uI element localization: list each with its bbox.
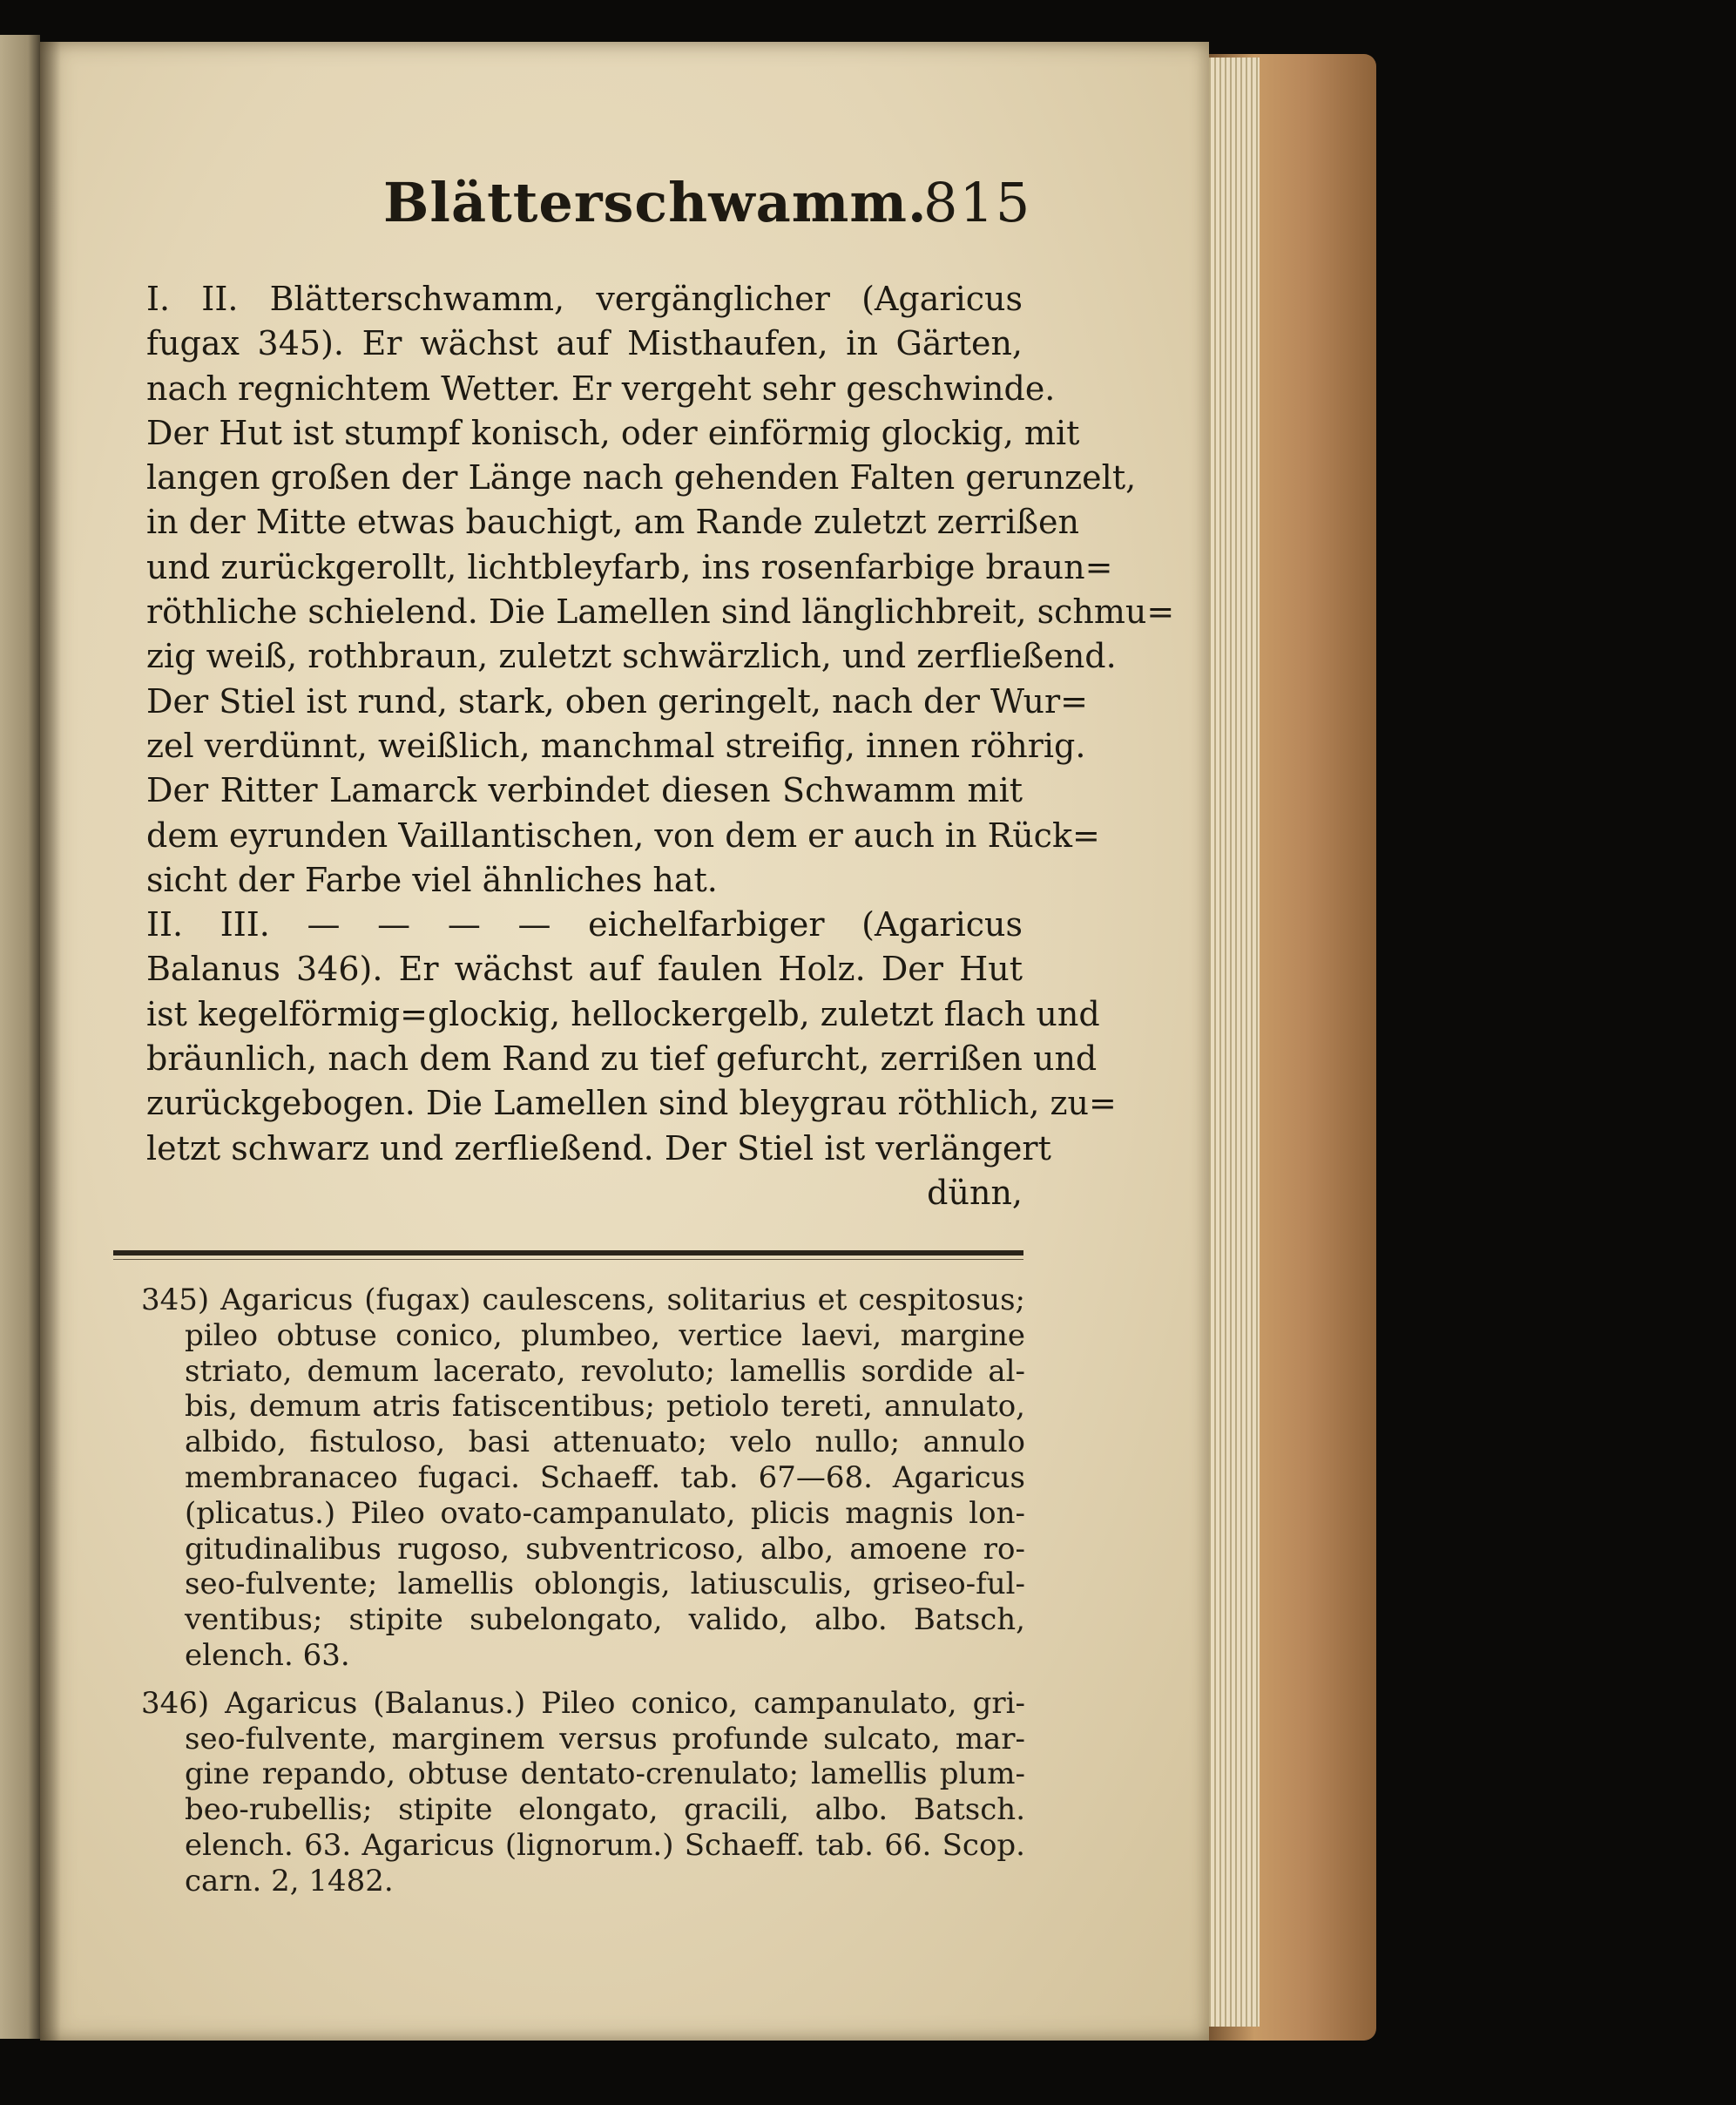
text-line: zel verdünnt, weißlich, manchmal streifig, innen röhrig.: [146, 726, 1086, 765]
footnote-346-line: 346) Agaricus (Balanus.) Pileo conico, campanulato, gri-: [141, 1685, 1025, 1721]
text-line: ist kegelförmig=glockig, hellockergelb, zuletzt flach und: [146, 994, 1100, 1033]
page-number: 815: [923, 171, 1032, 234]
text-line: und zurückgerollt, lichtbleyfarb, ins rosenfarbige braun=: [146, 547, 1113, 586]
footnote-345-line: gitudinalibus rugoso, subventricoso, albo, amoene ro-: [185, 1531, 1025, 1567]
text-line: bräunlich, nach dem Rand zu tief gefurcht, zerrißen und: [146, 1039, 1098, 1079]
footnote-345-line: striato, demum lacerato, revoluto; lamellis sordide al-: [185, 1353, 1025, 1389]
text-line: Der Hut ist stumpf konisch, oder einförmig glockig, mit: [146, 413, 1080, 452]
facing-page-edge: [0, 35, 40, 2039]
text-line: Der Ritter Lamarck verbindet diesen Schwamm mit: [146, 771, 1023, 810]
footnote-345-line: albido, fistuloso, basi attenuato; velo nullo; annulo: [185, 1425, 1025, 1460]
footnote-rule: [113, 1250, 1023, 1256]
footnote-345-line: membranaceo fugaci. Schaeff. tab. 67—68. Agaricus: [185, 1459, 1025, 1495]
text-line: II. III. — — — — eichelfarbiger (Agaricus: [146, 905, 1023, 944]
footnote-345-line: pileo obtuse conico, plumbeo, vertice laevi, margine: [185, 1317, 1025, 1353]
running-head-title: Blätterschwamm.: [383, 171, 928, 234]
text-line: langen großen der Länge nach gehenden Falten gerunzelt,: [146, 458, 1137, 497]
text-line: zurückgebogen. Die Lamellen sind bleygrau röthlich, zu=: [146, 1084, 1117, 1123]
footnote-345-line: seo-fulvente; lamellis oblongis, latiusculis, griseo-ful-: [185, 1567, 1025, 1602]
text-line: in der Mitte etwas bauchigt, am Rande zuletzt zerrißen: [146, 503, 1079, 542]
page-edges: [1200, 58, 1260, 2027]
main-text-block: [146, 277, 1175, 1215]
footnote-346-line: elench. 63. Agaricus (lignorum.) Schaeff. tab. 66. Scop.: [185, 1827, 1025, 1863]
text-line: dem eyrunden Vaillantischen, von dem er auch in Rück=: [146, 816, 1100, 855]
footnote-345-line: bis, demum atris fatiscentibus; petiolo tereti, annulato,: [185, 1389, 1025, 1425]
text-line: sicht der Farbe viel ähnliches hat.: [146, 860, 718, 899]
catchword: dünn,: [927, 1173, 1023, 1212]
page-gutter-shadow: [40, 42, 61, 2041]
footnote-345-line: 345) Agaricus (fugax) caulescens, solitarius et cespitosus;: [141, 1283, 1025, 1317]
footnote-rule-thin: [113, 1259, 1023, 1260]
footnote-346-line: carn. 2, 1482.: [185, 1863, 394, 1899]
text-line: zig weiß, rothbraun, zuletzt schwärzlich, und zerfließend.: [146, 637, 1117, 676]
text-line: Balanus 346). Er wächst auf faulen Holz. Der Hut: [146, 950, 1023, 989]
text-line: röthliche schielend. Die Lamellen sind länglichbreit, schmu=: [146, 592, 1175, 632]
footnote-345-line: ventibus; stipite subelongato, valido, albo. Batsch,: [185, 1602, 1025, 1638]
footnote-346-line: beo-rubellis; stipite elongato, gracili, albo. Batsch.: [185, 1792, 1025, 1828]
footnote-345-line: elench. 63.: [185, 1637, 350, 1673]
text-line: Der Stiel ist rund, stark, oben geringelt, nach der Wur=: [146, 681, 1089, 721]
footnote-345-line: (plicatus.) Pileo ovato-campanulato, plicis magnis lon-: [185, 1495, 1025, 1531]
text-line: letzt schwarz und zerfließend. Der Stiel ist verlängert: [146, 1128, 1051, 1168]
text-line: I. II. Blätterschwamm, vergänglicher (Agaricus: [146, 280, 1023, 318]
footnote-346-line: seo-fulvente, marginem versus profunde sulcato, mar-: [185, 1721, 1025, 1756]
footnotes-block: [141, 1283, 1025, 1899]
text-line: nach regnichtem Wetter. Er vergeht sehr geschwinde.: [146, 369, 1056, 408]
text-line: fugax 345). Er wächst auf Misthaufen, in Gärten,: [146, 324, 1023, 363]
footnote-346-line: gine repando, obtuse dentato-crenulato; lamellis plum-: [185, 1756, 1025, 1792]
